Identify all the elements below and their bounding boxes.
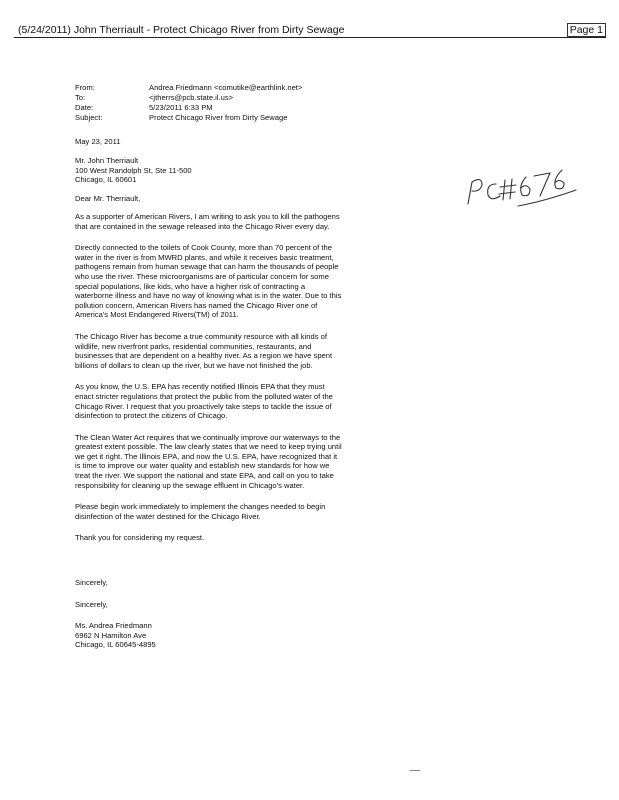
recipient-address (75, 156, 192, 185)
paragraph: Directly connected to the toilets of Cook County, more than 70 percent of the water in the river is from MWRD plants, and while it receives basic treatment, pathogens remain from human sewage that can harm the thousands of people who use the river. These microorganisms are of particular concern for some special populations, like kids, who have a higher risk of contracting a waterborne illness and have no way of knowing what is in the water. Due to this pollution concern, American Rivers has named the Chicago River one of America's Most Endangered Rivers(TM) of 2011. (75, 243, 342, 320)
signer-street: 6962 N Hamilton Ave (75, 630, 147, 640)
paragraph: As a supporter of American Rivers, I am writing to ask you to kill the pathogens that are contained in the sewage released into the Chicago River every day. (75, 212, 340, 231)
meta-row-from (75, 83, 302, 93)
meta-key: From: (75, 83, 95, 92)
recipient-name: Mr. John Therriault (75, 156, 139, 165)
meta-value: <jtherrs@pcb.state.il.us> (149, 93, 234, 102)
closing: Sincerely, (75, 599, 108, 609)
salutation: Dear Mr. Therriault, (75, 194, 141, 203)
meta-row-subject (75, 113, 302, 123)
meta-key: Subject: (75, 113, 103, 122)
paragraph: The Clean Water Act requires that we continually improve our waterways to the greatest extent possible. The law clearly states that we need to keep trying until we get it right. The Illinois EPA, and now the U.S. EPA, have recognized that it is time to improve our water quality and establish new standards for how we treat the river. We support the national and state EPA, and call on you to take responsibility for cleaning up the sewage effluent in Chicago's water. (75, 432, 342, 490)
document-header (14, 23, 606, 37)
letter-date: May 23, 2011 (75, 137, 121, 146)
paragraph: The Chicago River has become a true community resource with all kinds of wildlife, new riverfront parks, residential communities, restaurants, and businesses that are dependent on a healthy river. As a region we have spent billions of dollars to clean up the river, but we have not finished the job. (75, 331, 333, 370)
recipient-city: Chicago, IL 60601 (75, 175, 137, 185)
meta-row-to (75, 93, 302, 103)
email-metadata (75, 83, 302, 123)
meta-key: Date: (75, 103, 94, 112)
signer-name: Ms. Andrea Friedmann (75, 621, 152, 631)
meta-key: To: (75, 93, 86, 102)
header-divider (14, 37, 606, 38)
meta-value: Protect Chicago River from Dirty Sewage (149, 113, 288, 122)
page-indicator: Page 1 (567, 23, 606, 37)
paragraph: Thank you for considering my request. (75, 533, 205, 543)
document-title: (5/24/2011) John Therriault - Protect Chicago River from Dirty Sewage (18, 24, 345, 36)
letter-body (75, 212, 343, 555)
recipient-street: 100 West Randolph St, Ste 11-500 (75, 165, 192, 175)
handwritten-note-graphic (460, 160, 580, 210)
signer-city: Chicago, IL 60645-4895 (75, 640, 156, 650)
closing: Sincerely, (75, 578, 108, 587)
meta-value: Andrea Friedmann <comutike@earthlink.net> (149, 83, 303, 92)
meta-value: 5/23/2011 6:33 PM (149, 103, 213, 112)
footer-mark (410, 770, 420, 771)
paragraph: As you know, the U.S. EPA has recently notified Illinois EPA that they must enact stricter regulations that protect the public from the polluted water of the Chicago River. I request that you proactively take steps to tackle the issue of disinfection to protect the citizens of Chicago. (75, 382, 333, 421)
paragraph: Please begin work immediately to implement the changes needed to begin disinfection of the water destined for the Chicago River. (75, 502, 326, 521)
meta-row-date (75, 103, 302, 113)
signature-block (75, 578, 156, 650)
